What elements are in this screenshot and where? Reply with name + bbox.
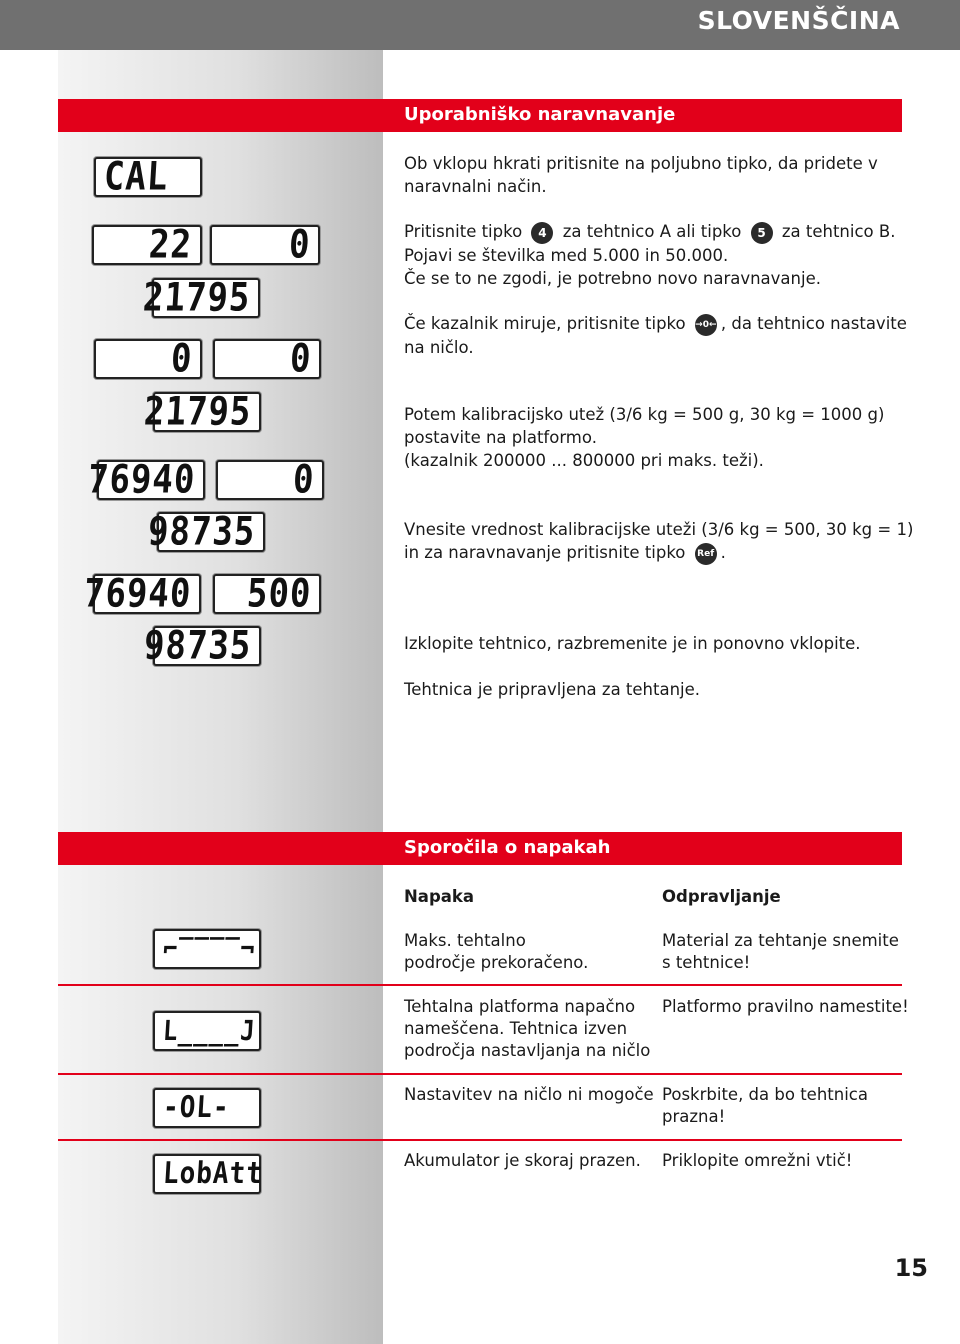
- lcd-display-500: 500: [213, 574, 321, 614]
- page-number: 15: [894, 1254, 928, 1282]
- key-5-icon: 5: [751, 222, 773, 244]
- column-header-fix: Odpravljanje: [662, 887, 781, 906]
- ref-key-icon: Ref: [695, 543, 717, 565]
- column-header-error: Napaka: [404, 887, 474, 906]
- paragraph-restart: Izklopite tehtnico, razbremenite je in ponovno vklopite.: [404, 634, 861, 653]
- row-divider: [58, 984, 902, 986]
- lcd-display-98735: 98735: [153, 626, 261, 666]
- lcd-display-0: 0: [94, 339, 202, 379]
- lcd-display-76940: 76940: [93, 574, 201, 614]
- lcd-error-ol: -OL-: [153, 1088, 261, 1128]
- error-text-battery: Akumulator je skoraj prazen.: [404, 1151, 641, 1170]
- paragraph-ready: Tehtnica je pripravljena za tehtanje.: [404, 680, 701, 699]
- language-label: SLOVENŠČINA: [697, 6, 900, 35]
- error-text-overload: Maks. tehtalno področje prekoračeno.: [404, 931, 589, 972]
- fix-text-zero: Poskrbite, da bo tehtnica prazna!: [662, 1085, 868, 1126]
- fix-text-platform: Platformo pravilno namestite!: [662, 997, 909, 1016]
- lcd-error-underload: L____J: [153, 1011, 261, 1051]
- section-title-errors: Sporočila o napakah: [404, 837, 611, 858]
- lcd-display-76940: 76940: [97, 460, 205, 500]
- fix-text-overload: Material za tehtanje snemite s tehtnice!: [662, 931, 899, 972]
- lcd-display-22: 22: [92, 225, 202, 265]
- paragraph-enter-value: Vnesite vrednost kalibracijske uteži (3/6 kg = 500, 30 kg = 1) in za naravnavanje pritisnite tipko Ref .: [404, 518, 913, 565]
- paragraph-zero: Če kazalnik miruje, pritisnite tipko →0← , da tehtnico nastavite na ničlo.: [404, 314, 907, 357]
- lcd-display-cal: CAL: [94, 157, 202, 197]
- zero-key-icon: →0←: [695, 314, 717, 336]
- paragraph-calibration-weight: Potem kalibracijsko utež (3/6 kg = 500 g, 30 kg = 1000 g) postavite na platformo. (kazalnik 200000 ... 800000 pri maks. teži).: [404, 405, 885, 470]
- error-text-zero: Nastavitev na ničlo ni mogoče: [404, 1085, 654, 1104]
- lcd-display-98735: 98735: [157, 512, 265, 552]
- lcd-display-0: 0: [210, 225, 320, 265]
- section-title-calibration: Uporabniško naravnavanje: [404, 104, 676, 125]
- lcd-display-21795: 21795: [153, 392, 261, 432]
- row-divider: [58, 1073, 902, 1075]
- lcd-display-0: 0: [216, 460, 324, 500]
- key-4-icon: 4: [531, 222, 553, 244]
- fix-text-battery: Priklopite omrežni vtič!: [662, 1151, 853, 1170]
- lcd-display-0: 0: [213, 339, 321, 379]
- lcd-error-overload: ⌐‾‾‾‾¬: [153, 929, 261, 969]
- section-header-errors: [58, 832, 902, 865]
- row-divider: [58, 1139, 902, 1141]
- lcd-error-lobatt: LobAtt: [153, 1154, 261, 1194]
- header-bar: [0, 0, 960, 50]
- error-text-platform: Tehtalna platforma napačno nameščena. Tehtnica izven področja nastavljanja na ničlo: [404, 997, 651, 1060]
- section-header-calibration: [58, 99, 902, 132]
- paragraph-select-scale: Pritisnite tipko 4 za tehtnico A ali tipko 5 za tehtnico B. Pojavi se številka med 5.000 in 50.000. Če se to ne zgodi, je potrebno novo naravnavanje.: [404, 222, 896, 288]
- lcd-display-21795: 21795: [152, 278, 260, 318]
- paragraph-enter-calibration: Ob vklopu hkrati pritisnite na poljubno tipko, da pridete v naravnalni način.: [404, 154, 878, 196]
